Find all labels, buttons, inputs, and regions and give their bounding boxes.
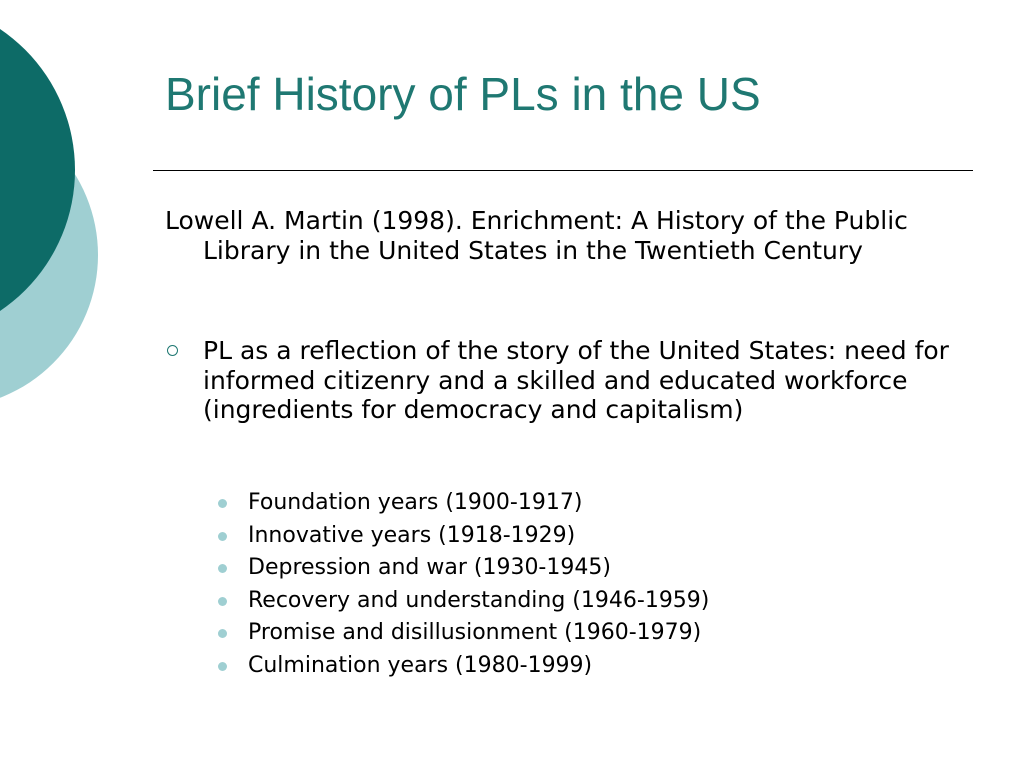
era-list-item <box>218 585 709 618</box>
main-bullet-item <box>165 336 955 425</box>
citation-text: Lowell A. Martin (1998). Enrichment: A History of the Public Library in the United States in the Twentieth Century <box>165 206 908 265</box>
bullet-dot-icon <box>218 564 227 573</box>
era-list-item <box>218 617 709 650</box>
main-bullet-text: PL as a reflection of the story of the United States: need for informed citizenry and a skilled and educated workforce (ingredients for democracy and capitalism) <box>203 336 949 424</box>
era-label: Promise and disillusionment (1960-1979) <box>248 620 702 645</box>
era-label: Depression and war (1930-1945) <box>248 555 611 580</box>
era-label: Recovery and understanding (1946-1959) <box>248 587 710 613</box>
bullet-dot-icon <box>218 532 227 541</box>
era-list <box>218 487 709 682</box>
era-label: Innovative years (1918-1929) <box>248 522 576 548</box>
bullet-dot-icon <box>218 629 227 638</box>
decorative-circles <box>0 0 110 420</box>
slide-title: Brief History of PLs in the US <box>165 68 761 120</box>
hollow-bullet-icon <box>167 345 178 356</box>
bullet-dot-icon <box>218 662 227 671</box>
title-divider <box>153 170 973 171</box>
era-list-item <box>218 520 709 553</box>
era-list-item <box>218 552 709 585</box>
bullet-dot-icon <box>218 499 227 508</box>
era-list-item <box>218 487 709 520</box>
bullet-dot-icon <box>218 597 227 606</box>
era-label: Culmination years (1980-1999) <box>248 652 593 678</box>
era-list-item <box>218 650 709 683</box>
era-label: Foundation years (1900-1917) <box>248 490 583 515</box>
